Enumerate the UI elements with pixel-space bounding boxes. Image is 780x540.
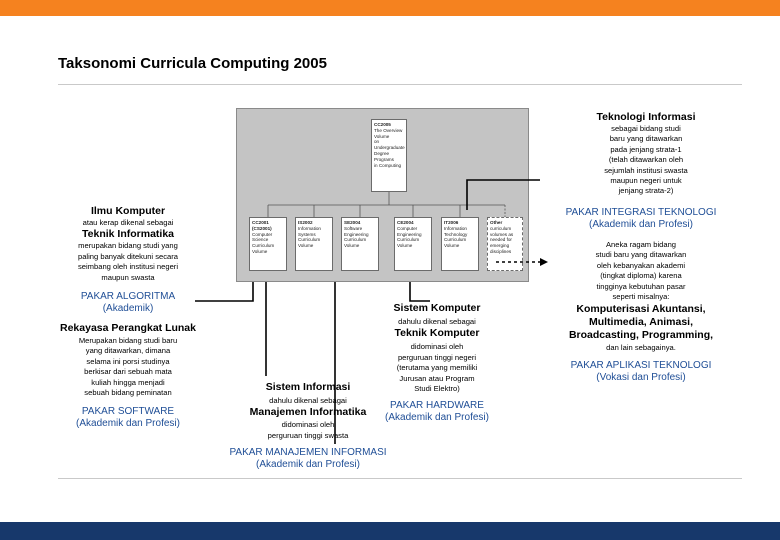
- integrasi-block: [556, 240, 726, 384]
- ce-volume-box: CE2004 Computer Engineering Curriculum Volume: [394, 217, 432, 271]
- si-expert: PAKAR MANAJEMEN INFORMASI (Akademik dan Profesi): [229, 447, 387, 470]
- integrasi-expert: PAKAR INTEGRASI TEKNOLOGI (Akademik dan Profesi): [565, 207, 717, 230]
- aplikasi-expert: PAKAR APLIKASI TEKNOLOGI (Vokasi dan Profesi): [570, 359, 712, 383]
- sk-name: Teknik Komputer: [394, 327, 480, 340]
- si-name: Manajemen Informatika: [249, 406, 367, 419]
- ik-block: [58, 205, 198, 315]
- ti-heading: Teknologi Informasi: [596, 111, 696, 123]
- ti-block: [566, 111, 726, 197]
- sk-block: [372, 302, 502, 394]
- rpl-block: [58, 322, 198, 430]
- se-volume-box: SE2004 Software Engineering Curriculum Volume: [341, 217, 379, 271]
- ik-heading: Ilmu Komputer: [90, 205, 166, 217]
- ik-name: Teknik Informatika: [82, 228, 174, 241]
- page-title: Taksonomi Curricula Computing 2005: [58, 55, 327, 72]
- integrasi-etc: dan lain sebagainya.: [606, 343, 676, 353]
- si-heading: Sistem Informasi: [265, 381, 351, 393]
- cs-volume-box: CC2001 (CS2001) Computer Science Curriculum Volume: [249, 217, 287, 271]
- cc2005-overview-box: CC2005 The Overview Volume on Undergraduate Degree Programs in Computing: [371, 119, 407, 192]
- rpl-desc: Merupakan bidang studi baru yang ditawarkan, dimana selama ini porsi studinya berkisar dari sebuah mata kuliah hingga menjadi sebuah bidang peminatan: [78, 336, 178, 398]
- ik-expert: PAKAR ALGORITMA (Akademik): [80, 291, 176, 315]
- integrasi-fields: Komputerisasi Akuntansi, Multimedia, Animasi, Broadcasting, Programming,: [568, 303, 714, 342]
- footer-divider: [58, 478, 742, 479]
- si-alias: dahulu dikenal sebagai: [269, 396, 347, 405]
- is-volume-box: IS2002 Information Systems Curriculum Volume: [295, 217, 333, 271]
- rpl-expert: PAKAR SOFTWARE (Akademik dan Profesi): [76, 406, 180, 430]
- ti-desc: sebagai bidang studi baru yang ditawarkan pada jenjang strata-1 (telah ditawarkan oleh sejumlah institusi swasta maupun negeri untuk jenjang strata-2): [604, 124, 688, 196]
- sk-expert: PAKAR HARDWARE (Akademik dan Profesi): [385, 400, 489, 423]
- sk-heading: Sistem Komputer: [393, 302, 481, 314]
- sk-alias: dahulu dikenal sebagai: [398, 317, 476, 326]
- bottom-accent-bar: [0, 522, 780, 540]
- it-volume-box: IT2006 Information Technology Curriculum Volume: [441, 217, 479, 271]
- ik-alias: atau kerap dikenal sebagai: [82, 218, 174, 227]
- integrasi-desc: Aneka ragam bidang studi baru yang ditawarkan oleh kebanyakan akademi (tingkat diploma) karena tingginya kebutuhan pasar seperti misalnya:: [595, 240, 687, 302]
- sk-desc: didominasi oleh perguruan tinggi negeri (terutama yang memiliki Jurusan atau Program Studi Elektro): [396, 342, 478, 394]
- si-desc: didominasi oleh perguruan tinggi swasta: [267, 420, 349, 440]
- rpl-heading: Rekayasa Perangkat Lunak: [60, 322, 196, 334]
- si-block: [240, 381, 376, 441]
- ik-desc: merupakan bidang studi yang paling banyak ditekuni secara seimbang oleh institusi negeri maupun swasta: [77, 241, 179, 282]
- other-volume-box: Other curriculum volumes as needed for emerging disciplines: [487, 217, 523, 271]
